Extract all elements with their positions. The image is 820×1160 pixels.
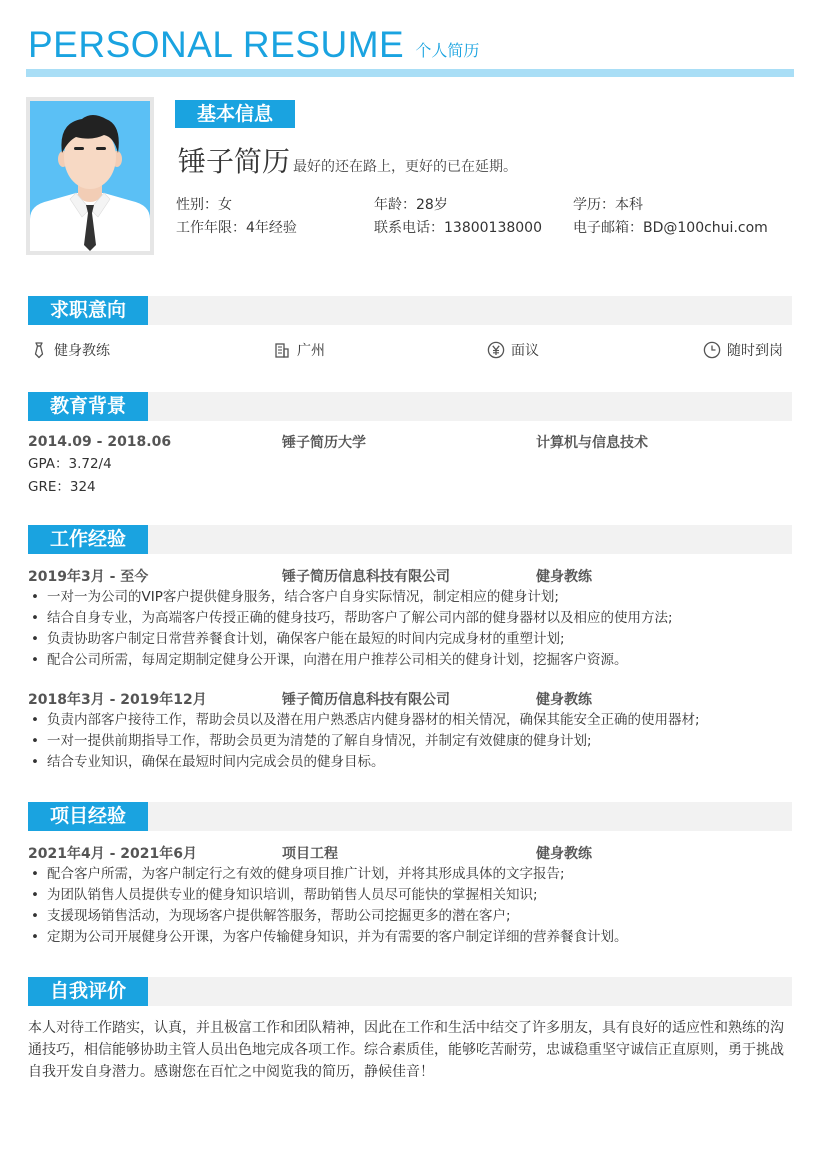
- education-gre: GRE：324: [28, 479, 96, 495]
- section-tag: 教育背景: [28, 392, 148, 421]
- education-school: 锤子简历大学: [282, 435, 366, 451]
- degree-field: 学历：本科: [573, 196, 643, 213]
- candidate-name: 锤子简历: [178, 145, 291, 178]
- age-field: 年龄：28岁: [374, 196, 448, 213]
- work-job-2: [28, 688, 792, 773]
- job-role: 健身教练: [536, 692, 592, 708]
- resume-title-en: PERSONAL RESUME: [28, 24, 405, 65]
- project-bullets: [28, 864, 792, 948]
- project-row: [28, 842, 792, 864]
- section-project: [28, 802, 792, 831]
- list-item: • 配合客户所需，为客户制定行之有效的健身项目推广计划，并将其形成具体的文字报告;: [28, 864, 792, 885]
- list-item: • 负责协助客户制定日常营养餐食计划，确保客户能在最短的时间内完成身材的重塑计划;: [28, 629, 792, 650]
- email-field: 电子邮箱：BD@100chui.com: [573, 219, 768, 236]
- list-item: • 定期为公司开展健身公开课，为客户传输健身知识，并为有需要的客户制定详细的营养餐食计划。: [28, 927, 792, 948]
- avatar-illustration: [30, 101, 150, 251]
- list-item: • 一对一提供前期指导工作，帮助会员更为清楚的了解自身情况，并制定有效健康的健身计划;: [28, 731, 792, 752]
- job-intent-row: [30, 340, 790, 362]
- education-major: 计算机与信息技术: [536, 435, 648, 451]
- section-tag: 求职意向: [28, 296, 148, 325]
- intent-position: [30, 340, 110, 360]
- tie-icon: [30, 341, 48, 359]
- intent-availability: [703, 340, 783, 360]
- info-row: [176, 192, 796, 215]
- project-role: 健身教练: [536, 846, 592, 862]
- list-item: • 配合公司所需，每周定期制定健身公开课，向潜在用户推荐公司相关的健身计划，挖掘客户资源。: [28, 650, 792, 671]
- project-period: 2021年4月 - 2021年6月: [28, 846, 197, 862]
- project-block: [28, 842, 792, 948]
- intent-city-label: 广州: [297, 343, 325, 359]
- name-line: [178, 140, 517, 180]
- work-years-field: 工作年限：4年经验: [176, 219, 297, 236]
- intent-position-label: 健身教练: [54, 343, 110, 359]
- section-work: [28, 525, 792, 554]
- job-bullets: [28, 710, 792, 773]
- list-item: • 结合专业知识，确保在最短时间内完成会员的健身目标。: [28, 752, 792, 773]
- job-row: [28, 688, 792, 710]
- resume-title-cn: 个人简历: [415, 41, 480, 60]
- intent-availability-label: 随时到岗: [727, 343, 783, 359]
- education-gpa: GPA：3.72/4: [28, 456, 112, 472]
- intent-city: [273, 340, 325, 360]
- resume-header: [28, 24, 794, 66]
- list-item: • 一对一为公司的VIP客户提供健身服务，结合客户自身实际情况，制定相应的健身计划;: [28, 587, 792, 608]
- intent-salary-label: 面议: [511, 343, 539, 359]
- list-item: • 支援现场销售活动，为现场客户提供解答服务，帮助公司挖掘更多的潜在客户;: [28, 906, 792, 927]
- job-company: 锤子简历信息科技有限公司: [282, 692, 450, 708]
- project-name: 项目工程: [282, 846, 338, 862]
- education-block: [28, 431, 792, 499]
- basic-info-tag: 基本信息: [175, 100, 295, 128]
- education-period: 2014.09 - 2018.06: [28, 434, 172, 450]
- list-item: • 为团队销售人员提供专业的健身知识培训，帮助销售人员尽可能快的掌握相关知识;: [28, 885, 792, 906]
- section-tag: 项目经验: [28, 802, 148, 831]
- section-job-intent: [28, 296, 792, 325]
- job-period: 2018年3月 - 2019年12月: [28, 692, 207, 708]
- list-item: • 结合自身专业，为高端客户传授正确的健身技巧，帮助客户了解公司内部的健身器材以及相应的使用方法;: [28, 608, 792, 629]
- section-tag: 工作经验: [28, 525, 148, 554]
- list-item: • 负责内部客户接待工作，帮助会员以及潜在用户熟悉店内健身器材的相关情况，确保其能安全正确的使用器材;: [28, 710, 792, 731]
- education-row: [28, 431, 792, 453]
- clock-icon: [703, 341, 721, 359]
- info-row: [176, 215, 796, 238]
- header-divider-bar: [26, 69, 794, 77]
- self-evaluation-text: 本人对待工作踏实，认真，并且极富工作和团队精神，因此在工作和生活中结交了许多朋友，具有良好的适应性和熟练的沟通技巧，相信能够协助主管人员出色地完成各项工作。综合素质佳，能够吃苦耐劳，忠诚稳重坚守诚信正直原则，勇于挑战自我开发自身潜力。感谢您在百忙之中阅览我的简历，静候佳音！: [28, 1020, 784, 1080]
- profile-photo: [26, 97, 154, 255]
- job-company: 锤子简历信息科技有限公司: [282, 569, 450, 585]
- job-role: 健身教练: [536, 569, 592, 585]
- job-row: [28, 565, 792, 587]
- section-education: [28, 392, 792, 421]
- phone-field: 联系电话：13800138000: [374, 219, 542, 236]
- basic-info-grid: [176, 192, 796, 238]
- candidate-motto: 最好的还在路上，更好的已在延期。: [293, 159, 518, 175]
- section-self-evaluation: [28, 977, 792, 1006]
- job-bullets: [28, 587, 792, 671]
- job-period: 2019年3月 - 至今: [28, 569, 149, 585]
- intent-salary: [487, 340, 539, 360]
- gender-field: 性别：女: [176, 196, 232, 213]
- building-icon: [273, 341, 291, 359]
- work-job-1: [28, 565, 792, 671]
- yen-icon: [487, 341, 505, 359]
- section-tag: 自我评价: [28, 977, 148, 1006]
